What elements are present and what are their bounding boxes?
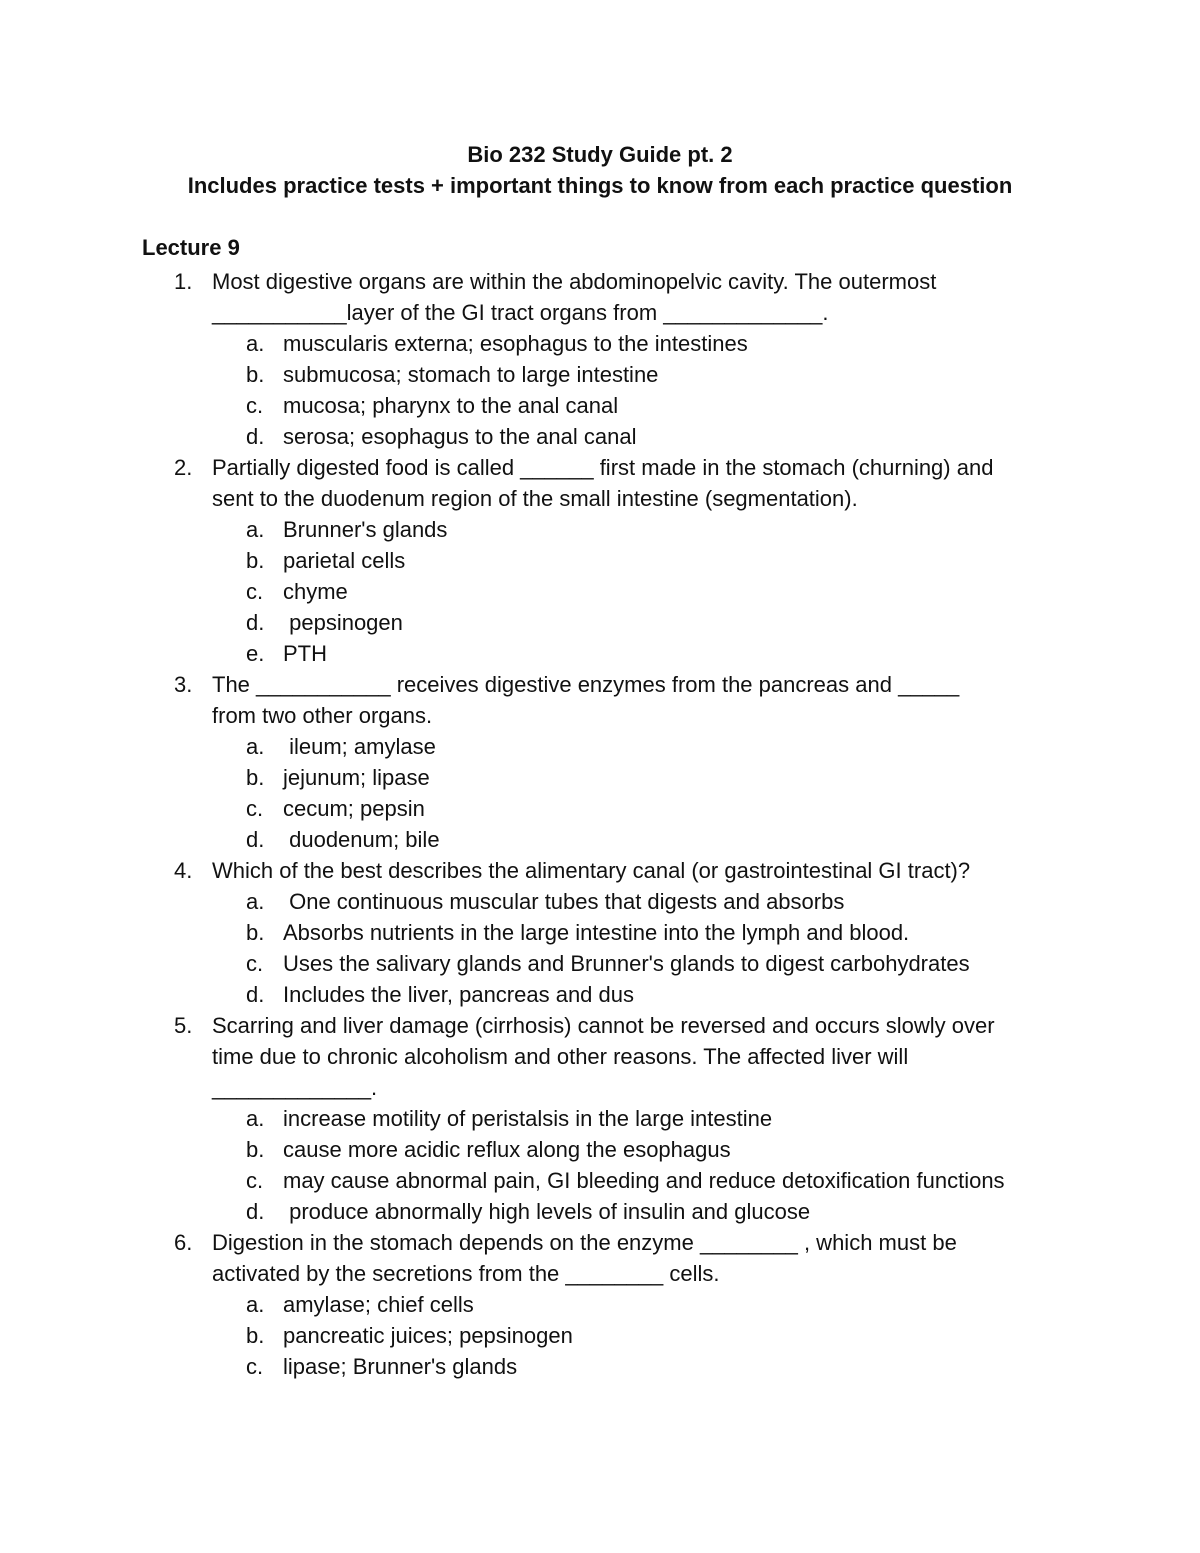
- question-line: [0, 1227, 1200, 1258]
- answer-option: [0, 390, 1200, 421]
- option-letter: a.: [246, 734, 265, 759]
- question-line: [0, 669, 1200, 700]
- document-subtitle: Includes practice tests + important things to know from each practice question: [187, 173, 1013, 198]
- answer-option: [0, 1134, 1200, 1165]
- answer-option: [0, 824, 1200, 855]
- option-text: muscularis externa; esophagus to the intestines: [283, 331, 748, 356]
- answer-option: [0, 979, 1200, 1010]
- option-text: parietal cells: [283, 548, 406, 573]
- option-letter: d.: [246, 982, 265, 1007]
- option-letter: c.: [246, 579, 264, 604]
- option-letter: c.: [246, 1354, 264, 1379]
- option-text: Includes the liver, pancreas and dus: [283, 982, 635, 1007]
- question-line: [0, 266, 1200, 297]
- option-letter: b.: [246, 1137, 265, 1162]
- question-line: [0, 483, 1200, 514]
- answer-option: [0, 638, 1200, 669]
- option-letter: a.: [246, 331, 265, 356]
- question-list: [0, 266, 1200, 1382]
- option-text: increase motility of peristalsis in the large intestine: [283, 1106, 773, 1131]
- question-line: [0, 452, 1200, 483]
- option-letter: b.: [246, 1323, 265, 1348]
- option-text: pancreatic juices; pepsinogen: [283, 1323, 573, 1348]
- option-letter: c.: [246, 1168, 264, 1193]
- option-text: pepsinogen: [283, 610, 403, 635]
- option-letter: b.: [246, 548, 265, 573]
- option-letter: a.: [246, 1292, 265, 1317]
- answer-option: [0, 545, 1200, 576]
- question-line: [0, 700, 1200, 731]
- option-text: may cause abnormal pain, GI bleeding and reduce detoxification functions: [283, 1168, 1005, 1193]
- question-number: 6.: [174, 1230, 193, 1255]
- option-letter: c.: [246, 393, 264, 418]
- question-text: _____________.: [212, 1075, 378, 1100]
- option-letter: e.: [246, 641, 265, 666]
- question-line: [0, 855, 1200, 886]
- answer-option: [0, 576, 1200, 607]
- option-text: produce abnormally high levels of insulin and glucose: [283, 1199, 811, 1224]
- answer-option: [0, 607, 1200, 638]
- answer-option: [0, 762, 1200, 793]
- question-line: [0, 1258, 1200, 1289]
- question-line: [0, 1010, 1200, 1041]
- option-letter: c.: [246, 951, 264, 976]
- question-text: Scarring and liver damage (cirrhosis) cannot be reversed and occurs slowly over: [212, 1013, 995, 1038]
- option-text: submucosa; stomach to large intestine: [283, 362, 659, 387]
- answer-option: [0, 1351, 1200, 1382]
- answer-option: [0, 731, 1200, 762]
- option-text: jejunum; lipase: [283, 765, 430, 790]
- question-number: 5.: [174, 1013, 193, 1038]
- option-text: chyme: [283, 579, 348, 604]
- option-text: amylase; chief cells: [283, 1292, 474, 1317]
- question-number: 4.: [174, 858, 193, 883]
- option-letter: d.: [246, 827, 265, 852]
- option-text: duodenum; bile: [283, 827, 440, 852]
- answer-option: [0, 1165, 1200, 1196]
- answer-option: [0, 328, 1200, 359]
- option-letter: b.: [246, 362, 265, 387]
- option-letter: d.: [246, 610, 265, 635]
- option-text: Uses the salivary glands and Brunner's glands to digest carbohydrates: [283, 951, 970, 976]
- answer-option: [0, 359, 1200, 390]
- question-text: Which of the best describes the alimentary canal (or gastrointestinal GI tract)?: [212, 858, 971, 883]
- section-heading: Lecture 9: [142, 235, 240, 260]
- question-text: sent to the duodenum region of the small intestine (segmentation).: [212, 486, 858, 511]
- answer-option: [0, 917, 1200, 948]
- option-letter: a.: [246, 517, 265, 542]
- question-line: [0, 1041, 1200, 1072]
- answer-option: [0, 421, 1200, 452]
- option-letter: a.: [246, 889, 265, 914]
- answer-option: [0, 1289, 1200, 1320]
- option-letter: d.: [246, 424, 265, 449]
- option-text: lipase; Brunner's glands: [283, 1354, 518, 1379]
- option-text: Brunner's glands: [283, 517, 448, 542]
- answer-option: [0, 1103, 1200, 1134]
- option-text: cecum; pepsin: [283, 796, 425, 821]
- question-text: The ___________ receives digestive enzymes from the pancreas and _____: [212, 672, 960, 697]
- option-text: cause more acidic reflux along the esophagus: [283, 1137, 731, 1162]
- option-letter: b.: [246, 765, 265, 790]
- question-text: from two other organs.: [212, 703, 433, 728]
- answer-option: [0, 948, 1200, 979]
- option-text: serosa; esophagus to the anal canal: [283, 424, 637, 449]
- question-text: activated by the secretions from the ________ cells.: [212, 1261, 720, 1286]
- question-line: [0, 1072, 1200, 1103]
- question-text: Most digestive organs are within the abdominopelvic cavity. The outermost: [212, 269, 937, 294]
- option-letter: a.: [246, 1106, 265, 1131]
- option-text: mucosa; pharynx to the anal canal: [283, 393, 619, 418]
- question-text: Partially digested food is called ______ first made in the stomach (churning) and: [212, 455, 994, 480]
- answer-option: [0, 1320, 1200, 1351]
- document-title: Bio 232 Study Guide pt. 2: [467, 142, 733, 167]
- question-text: Digestion in the stomach depends on the enzyme ________ , which must be: [212, 1230, 957, 1255]
- option-text: One continuous muscular tubes that digests and absorbs: [283, 889, 845, 914]
- option-text: ileum; amylase: [283, 734, 436, 759]
- option-letter: c.: [246, 796, 264, 821]
- answer-option: [0, 886, 1200, 917]
- question-line: [0, 297, 1200, 328]
- question-number: 3.: [174, 672, 193, 697]
- option-letter: d.: [246, 1199, 265, 1224]
- answer-option: [0, 1196, 1200, 1227]
- question-text: time due to chronic alcoholism and other reasons. The affected liver will: [212, 1044, 909, 1069]
- question-text: ___________layer of the GI tract organs from _____________.: [212, 300, 829, 325]
- option-letter: b.: [246, 920, 265, 945]
- question-number: 2.: [174, 455, 193, 480]
- option-text: PTH: [283, 641, 327, 666]
- question-number: 1.: [174, 269, 193, 294]
- option-text: Absorbs nutrients in the large intestine into the lymph and blood.: [283, 920, 910, 945]
- answer-option: [0, 514, 1200, 545]
- answer-option: [0, 793, 1200, 824]
